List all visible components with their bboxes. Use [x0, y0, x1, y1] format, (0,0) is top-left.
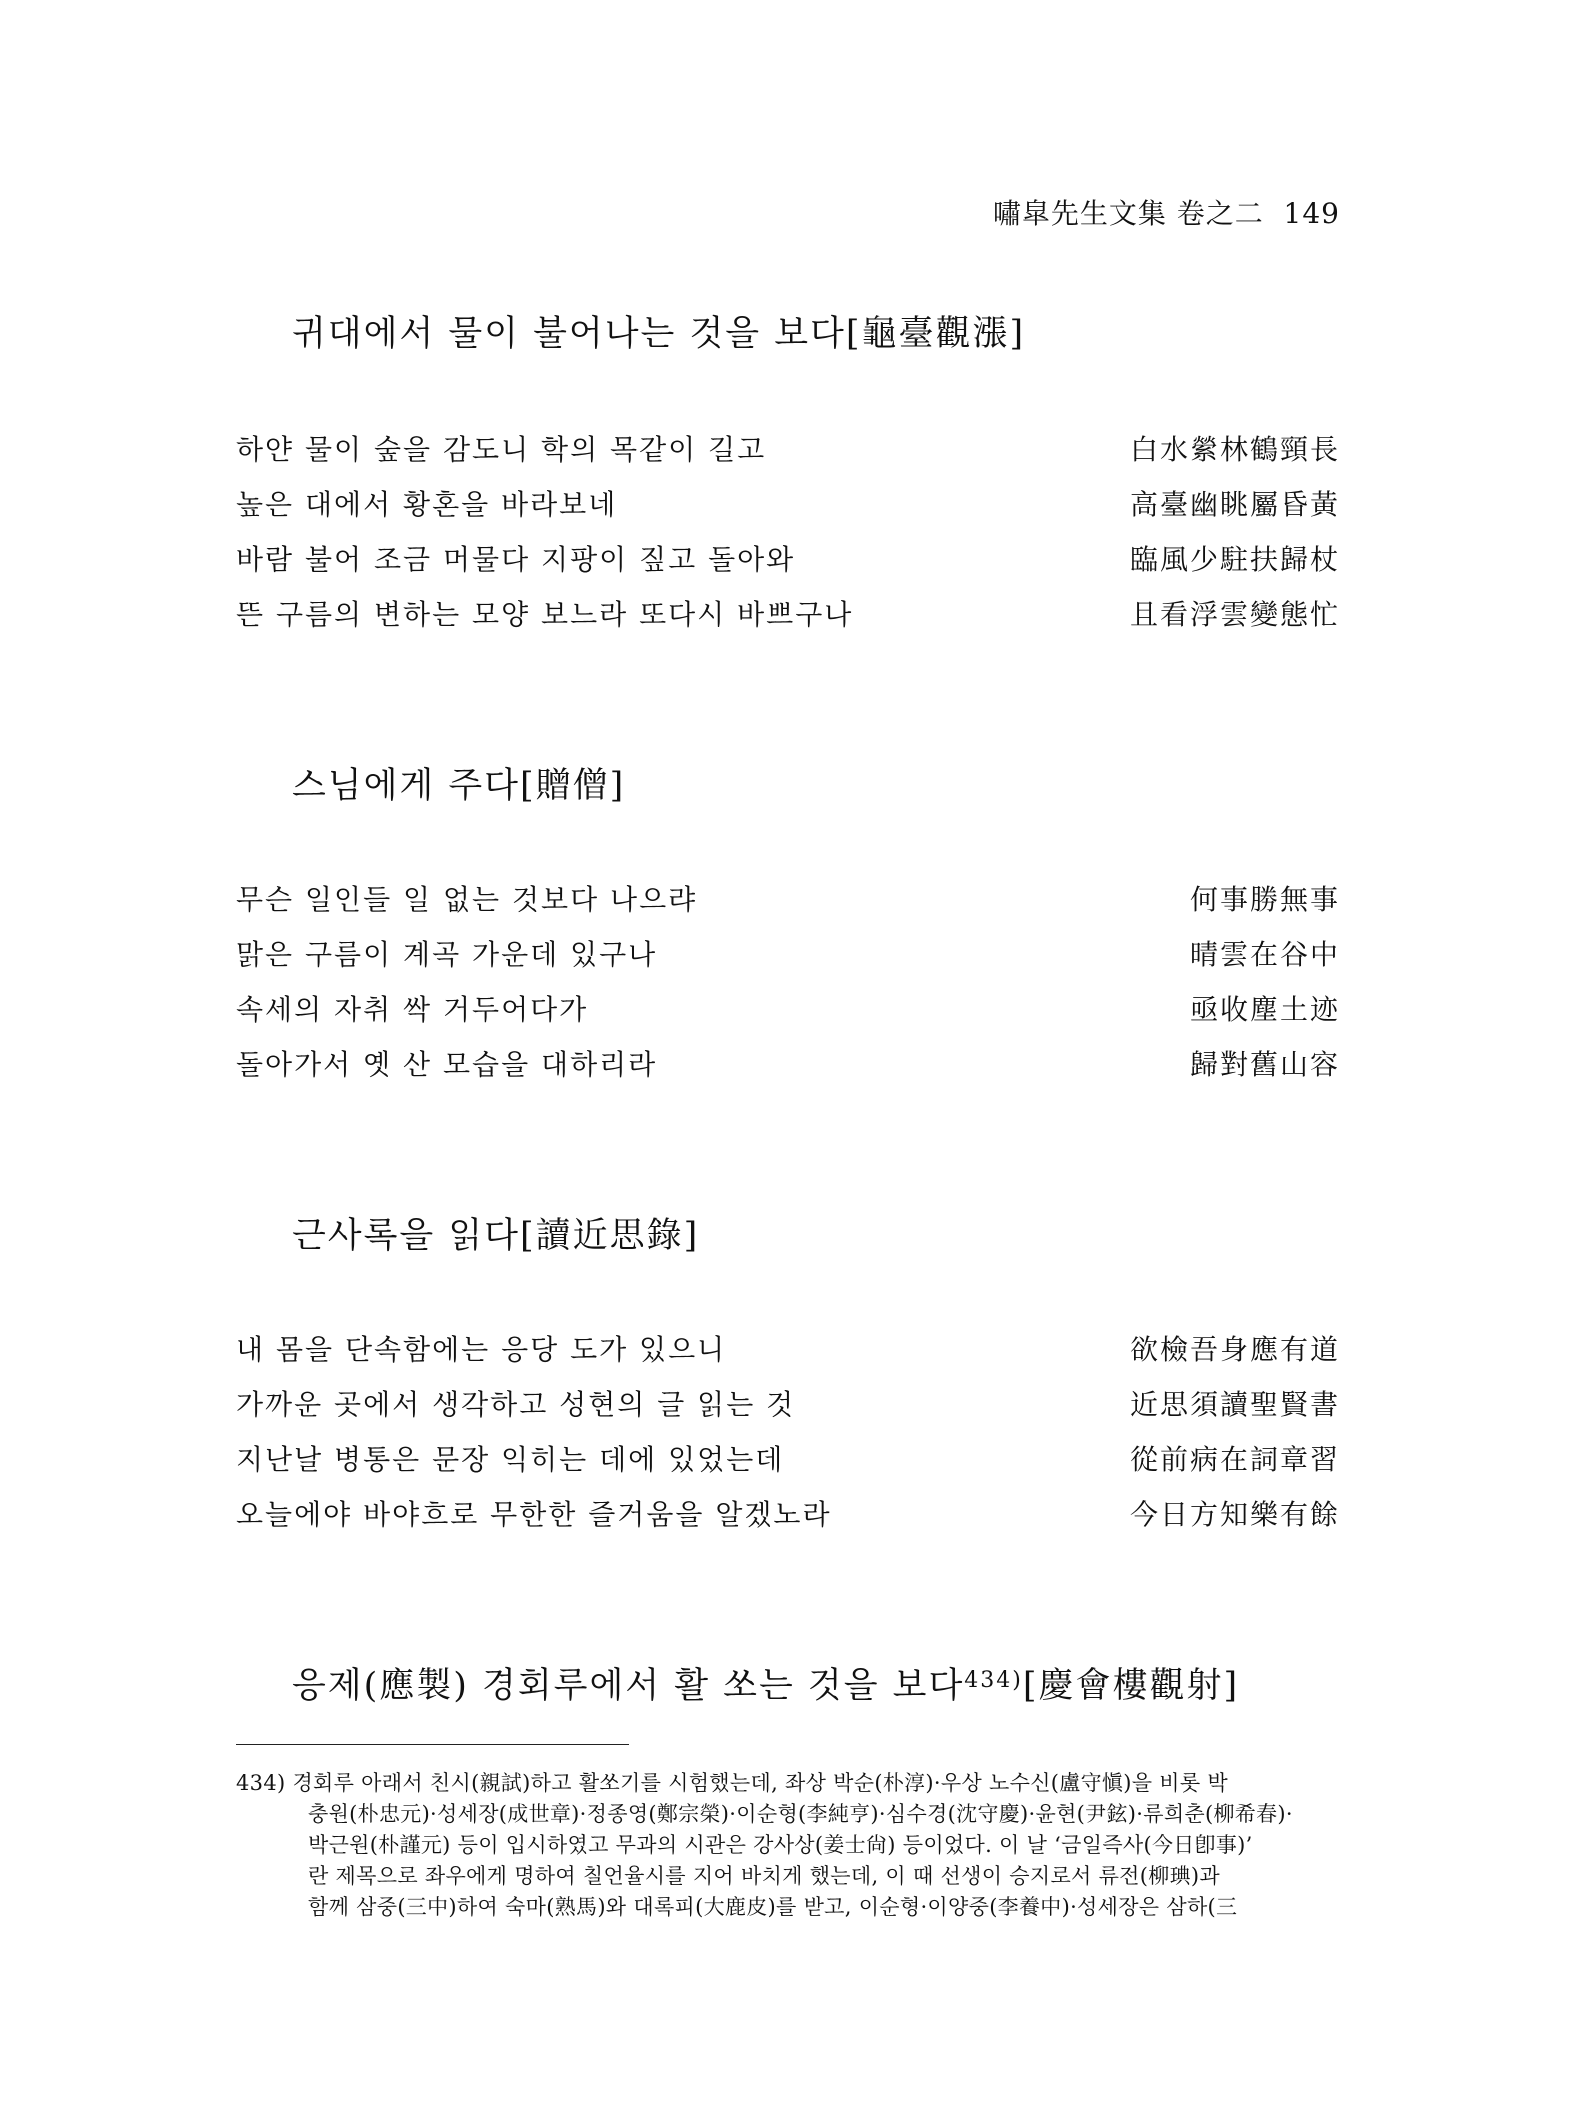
running-title: 嘯皐先生文集 卷之二 [992, 197, 1264, 230]
chinese-line: 晴雲在谷中 [1189, 938, 1340, 971]
poem-line [236, 1493, 1340, 1533]
poem-title-text: 응제(應製) 경회루에서 활 쏘는 것을 보다 [292, 1666, 965, 1706]
chinese-line: 何事勝無事 [1189, 883, 1340, 916]
footnote-line: 란 제목으로 좌우에게 명하여 칠언율시를 지어 바치게 했는데, 이 때 선생이 승지로서 류전(柳琠)과 [308, 1864, 1220, 1888]
footnote-divider [236, 1744, 629, 1745]
poem-title-hanja: [慶會樓觀射] [1022, 1666, 1240, 1706]
korean-line: 무슨 일인들 일 없는 것보다 나으랴 [236, 883, 698, 916]
poem-title [292, 1658, 1239, 1708]
footnote-line: 함께 삼중(三中)하여 숙마(熟馬)와 대록피(大鹿皮)를 받고, 이순형·이양중(李養中)·성세장은 삼하(三 [308, 1895, 1238, 1919]
korean-line: 속세의 자취 싹 거두어다가 [236, 993, 589, 1026]
poem-line [236, 1328, 1340, 1368]
page-header [900, 192, 1340, 232]
page-number: 149 [1283, 197, 1340, 230]
footnote-line: 박근원(朴謹元) 등이 입시하였고 무과의 시관은 강사상(姜士尙) 등이었다. 이 날 ‘금일즉사(今日卽事)’ [308, 1833, 1253, 1857]
poem-line [236, 1043, 1340, 1083]
chinese-line: 今日方知樂有餘 [1129, 1498, 1340, 1531]
korean-line: 뜬 구름의 변하는 모양 보느라 또다시 바쁘구나 [236, 598, 854, 631]
poem-title: 귀대에서 물이 불어나는 것을 보다[龜臺觀漲] [292, 314, 1026, 354]
footnote-line: 434) 경회루 아래서 친시(親試)하고 활쏘기를 시험했는데, 좌상 박순(朴淳)·우상 노수신(盧守愼)을 비롯 박 [236, 1771, 1228, 1795]
korean-line: 내 몸을 단속함에는 응당 도가 있으니 [236, 1333, 727, 1366]
poem-line [236, 593, 1340, 633]
poem-line [236, 483, 1340, 523]
poem-line [236, 878, 1340, 918]
chinese-line: 白水縈林鶴頸長 [1129, 433, 1340, 466]
chinese-line: 高臺幽眺屬昏黃 [1129, 488, 1340, 521]
footnote-line: 충원(朴忠元)·성세장(成世章)·정종영(鄭宗榮)·이순형(李純亨)·심수경(沈守慶)·윤현(尹鉉)·류희춘(柳希春)· [308, 1802, 1293, 1826]
korean-line: 바람 불어 조금 머물다 지팡이 짚고 돌아와 [236, 543, 796, 576]
chinese-line: 歸對舊山容 [1189, 1048, 1340, 1081]
korean-line: 오늘에야 바야흐로 무한한 즐거움을 알겠노라 [236, 1498, 832, 1531]
korean-line: 하얀 물이 숲을 감도니 학의 목같이 길고 [236, 433, 767, 466]
poem-line [236, 538, 1340, 578]
poem-line [236, 933, 1340, 973]
korean-line: 돌아가서 옛 산 모습을 대하리라 [236, 1048, 658, 1081]
chinese-line: 從前病在詞章習 [1129, 1443, 1340, 1476]
chinese-line: 近思須讀聖賢書 [1129, 1388, 1340, 1421]
poem-line [236, 988, 1340, 1028]
korean-line: 지난날 병통은 문장 익히는 데에 있었는데 [236, 1443, 785, 1476]
footnote [236, 1768, 1344, 1923]
poem-line [236, 1438, 1340, 1478]
footnote-marker: 434) [964, 1668, 1023, 1693]
chinese-line: 亟收塵土迹 [1189, 993, 1340, 1026]
korean-line: 맑은 구름이 계곡 가운데 있구나 [236, 938, 658, 971]
korean-line: 가까운 곳에서 생각하고 성현의 글 읽는 것 [236, 1388, 796, 1421]
poem-line [236, 1383, 1340, 1423]
poem-title: 스님에게 주다[贈僧] [292, 766, 626, 806]
chinese-line: 臨風少駐扶歸杖 [1129, 543, 1340, 576]
poem-title: 근사록을 읽다[讀近思錄] [292, 1216, 700, 1256]
chinese-line: 欲檢吾身應有道 [1129, 1333, 1340, 1366]
chinese-line: 且看浮雲變態忙 [1129, 598, 1340, 631]
poem-line [236, 428, 1340, 468]
korean-line: 높은 대에서 황혼을 바라보네 [236, 488, 618, 521]
